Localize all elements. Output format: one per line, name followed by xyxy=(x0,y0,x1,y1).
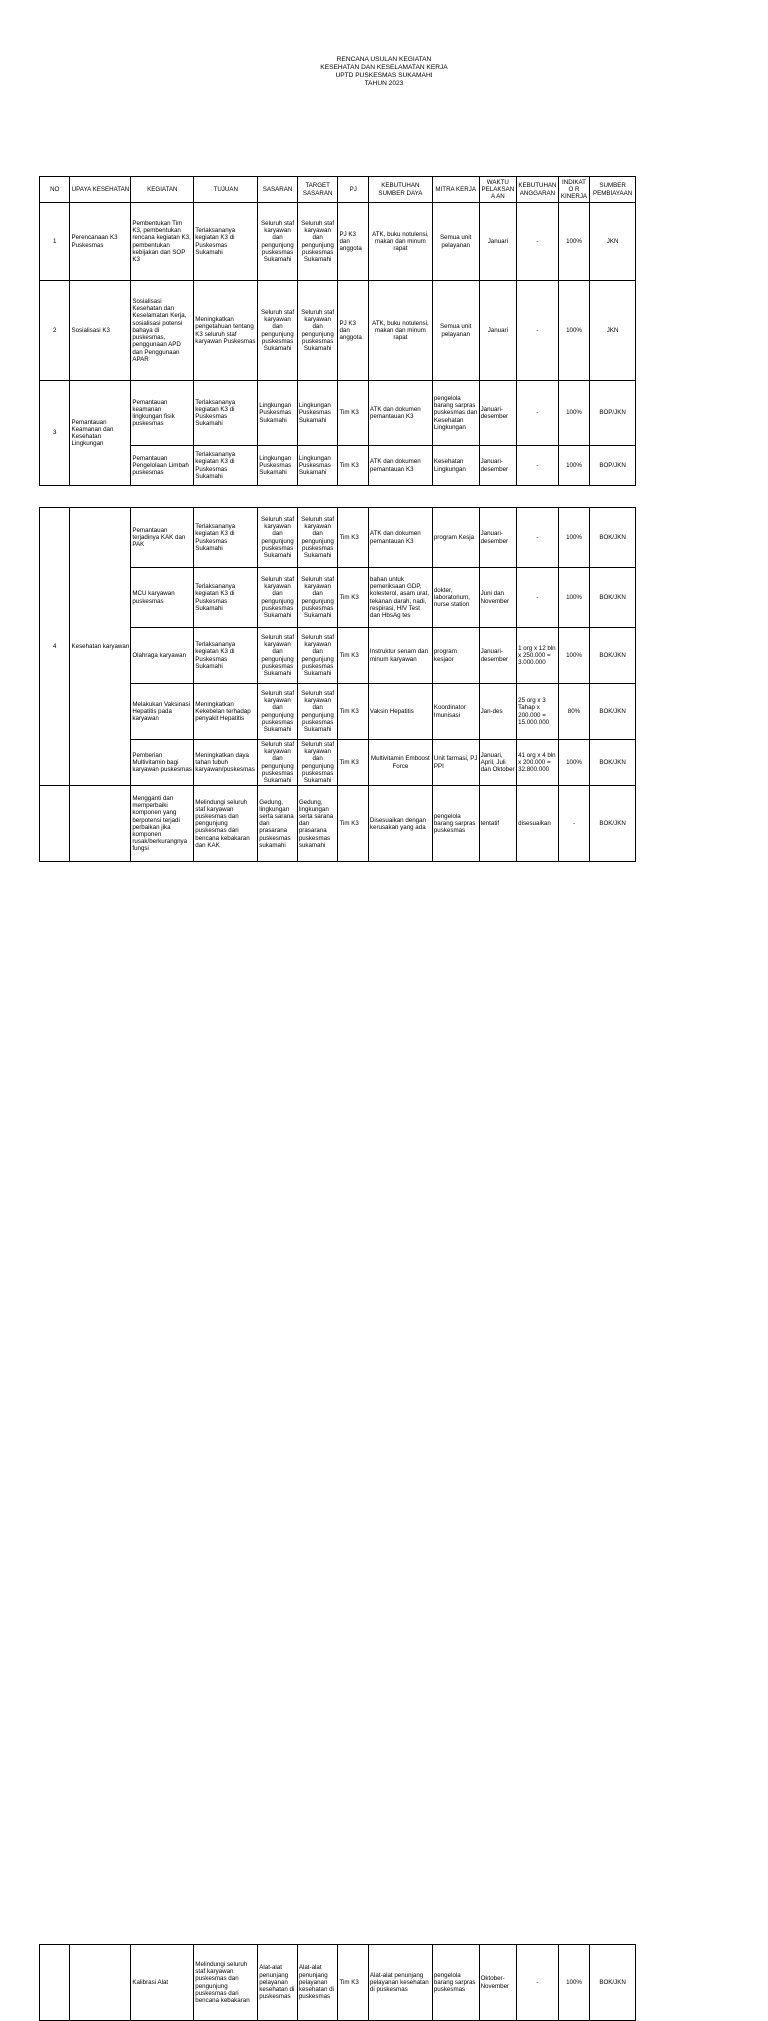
cell-sumber-daya: Alat-alat penunjang pelayanan kesehatan di puskesmas xyxy=(368,1945,432,2021)
cell-pembiayaan: BOK/JKN xyxy=(590,568,636,628)
cell-target: Seluruh staf karyawan dan pengunjung puskesmas Sukamahi xyxy=(297,684,338,740)
cell-sasaran: Gedung, lingkungan serta sarana dan prasarana puskesmas sukamahi xyxy=(258,786,298,862)
cell-tujuan: Melindungi seluruh staf karyawan puskesmas dan pengunjung puskesmas dari bencana kebakaran xyxy=(194,1945,258,2021)
cell-upaya: Perencanaan K3 Puskesmas xyxy=(70,203,131,281)
cell-kegiatan: Pembentukan Tim K3, pembentukan rencana kegiatan K3, pembentukan kebijakan dan SOP K3 xyxy=(131,203,194,281)
cell-target: Seluruh staf karyawan dan pengunjung puskesmas Sukamahi xyxy=(297,568,338,628)
cell-tujuan: Meningkatkan Kekebelan terhadap penyakit Hepatitis xyxy=(194,684,258,740)
cell-sasaran: Seluruh staf karyawan dan pengunjung puskesmas Sukamahi xyxy=(258,281,298,381)
cell-pembiayaan: BOK/JKN xyxy=(590,684,636,740)
cell-waktu: Januari, April, Juli dan Oktober xyxy=(479,740,517,786)
cell-pj: Tim K3 xyxy=(338,740,368,786)
table-row xyxy=(40,786,636,862)
cell-no: 4 xyxy=(40,508,70,786)
table-row xyxy=(40,203,636,281)
cell-sumber-daya: Disesuaikan dengan kerusakan yang ada xyxy=(368,786,432,862)
col-header: UPAYA KESEHATAN xyxy=(70,177,131,203)
cell-kegiatan: MCU karyawan puskesmas xyxy=(131,568,194,628)
cell-no xyxy=(40,1945,70,2021)
cell-mitra: program Kesja xyxy=(432,508,479,568)
cell-target: Seluruh staf karyawan dan pengunjung puskesmas Sukamahi xyxy=(297,203,338,281)
cell-indikator: 100% xyxy=(558,508,589,568)
cell-anggaran: disesuaikan xyxy=(517,786,559,862)
cell-anggaran: - xyxy=(517,281,559,381)
table-section-1 xyxy=(0,88,768,480)
cell-mitra: pengelola barang sarpras puskesmas xyxy=(432,1945,479,2021)
cell-pj: Tim K3 xyxy=(338,446,368,486)
col-header: KEBUTUHAN SUMBER DAYA xyxy=(368,177,432,203)
cell-indikator: 100% xyxy=(558,446,589,486)
cell-kegiatan: Sosialisasi Kesehatan dan Keselamatan Kerja, sosialisasi potensi bahaya di puskesmas, penggunaan APD dan Penggunaan APAR xyxy=(131,281,194,381)
col-header: KEBUTUHAN ANGGARAN xyxy=(517,177,559,203)
cell-pembiayaan: BOP/JKN xyxy=(590,381,636,446)
cell-mitra: pengelola barang sarpras puskesmas xyxy=(432,786,479,862)
header-line: KESEHATAN DAN KESELAMATAN KERJA xyxy=(320,64,448,71)
cell-target: Seluruh staf karyawan dan pengunjung puskesmas Sukamahi xyxy=(297,740,338,786)
cell-indikator: 100% xyxy=(558,628,589,684)
cell-mitra: pengelola barang sarpras puskesmas dan Kesehatan Lingkungan xyxy=(432,381,479,446)
cell-sasaran: Seluruh staf karyawan dan pengunjung puskesmas Sukamahi xyxy=(258,203,298,281)
cell-anggaran: 41 org x 4 bln x 200.000 = 32.800.000 xyxy=(517,740,559,786)
cell-pj: Tim K3 xyxy=(338,628,368,684)
cell-waktu: Januari-desember xyxy=(479,381,517,446)
cell-tujuan: Terlaksananya kegiatan K3 di Puskesmas Sukamahi xyxy=(194,508,258,568)
cell-tujuan: Terlaksananya kegiatan K3 di Puskesmas Sukamahi xyxy=(194,381,258,446)
cell-sasaran: Alat-alat penunjang pelayanan kesehatan di puskesmas xyxy=(258,1945,298,2021)
cell-target: Alat-alat penunjang pelayanan kesehatan di puskesmas xyxy=(297,1945,338,2021)
plan-table-1 xyxy=(39,176,636,486)
cell-kegiatan: Mengganti dan memperbaiki komponen yang berpotensi terjadi perbaikan jika komponen rusak/berkurangnya fungsi xyxy=(131,786,194,862)
cell-pembiayaan: BOK/JKN xyxy=(590,740,636,786)
cell-tujuan: Terlaksananya kegiatan K3 di Puskesmas Sukamahi xyxy=(194,446,258,486)
col-header: SUMBER PEMBIAYAAN xyxy=(590,177,636,203)
cell-tujuan: Terlaksananya kegiatan K3 di Puskesmas Sukamahi xyxy=(194,203,258,281)
table-row xyxy=(40,508,636,568)
col-header: TUJUAN xyxy=(194,177,258,203)
cell-tujuan: Meningkatkan pengetahuan tentang K3 seluruh staf karyawan Puskesmas xyxy=(194,281,258,381)
cell-no: 2 xyxy=(40,281,70,381)
cell-kegiatan: Pemantauan Pengelolaan Limbah puskesmas xyxy=(131,446,194,486)
cell-pj: Tim K3 xyxy=(338,381,368,446)
cell-anggaran: - xyxy=(517,1945,559,2021)
table-section-3 xyxy=(0,972,768,2004)
cell-target: Lingkungan Puskesmas Sukamahi xyxy=(297,381,338,446)
cell-indikator: 100% xyxy=(558,281,589,381)
cell-anggaran: 1 org x 12 bln x 250.000 = 3.000.000 xyxy=(517,628,559,684)
cell-mitra: dokter, laboratorium, nurse station xyxy=(432,568,479,628)
cell-sumber-daya: ATK dan dokumen pemantauan K3 xyxy=(368,381,432,446)
cell-waktu: Januari-desember xyxy=(479,628,517,684)
cell-upaya: Pemantauan Keamanan dan Kesehatan Lingkungan xyxy=(70,381,131,486)
cell-sumber-daya: ATK dan dokumen pemantauan K3 xyxy=(368,508,432,568)
cell-pj: PJ K3 dan anggota xyxy=(338,203,368,281)
cell-sasaran: Seluruh staf karyawan dan pengunjung puskesmas Sukamahi xyxy=(258,508,298,568)
table-row xyxy=(40,1945,636,2021)
cell-anggaran: - xyxy=(517,203,559,281)
col-header: PJ xyxy=(338,177,368,203)
cell-pj: Tim K3 xyxy=(338,1945,368,2021)
cell-pj: Tim K3 xyxy=(338,786,368,862)
cell-pembiayaan: BOK/JKN xyxy=(590,628,636,684)
cell-kegiatan: Pemantauan keamanan lingkungan fisik puskesmas xyxy=(131,381,194,446)
header-line: TAHUN 2023 xyxy=(364,80,404,87)
cell-waktu: Januari xyxy=(479,203,517,281)
cell-waktu: tentatif xyxy=(479,786,517,862)
cell-kegiatan: Pemantauan terjadinya KAK dan PAK xyxy=(131,508,194,568)
header-line: RENCANA USULAN KEGIATAN xyxy=(336,56,432,63)
cell-mitra: program kesjaor xyxy=(432,628,479,684)
cell-tujuan: Melindungi seluruh staf karyawan puskesmas dan pengunjung puskesmas dari bencana kebakaran dan KAK xyxy=(194,786,258,862)
cell-pembiayaan: JKN xyxy=(590,203,636,281)
table-row xyxy=(40,281,636,381)
cell-kegiatan: Kalibrasi Alat xyxy=(131,1945,194,2021)
cell-sumber-daya: Multivitamin Emboost Force xyxy=(368,740,432,786)
cell-no: 3 xyxy=(40,381,70,486)
cell-sasaran: Lingkungan Puskesmas Sukamahi xyxy=(258,381,298,446)
document-header xyxy=(0,56,768,88)
cell-anggaran: - xyxy=(517,568,559,628)
col-header: WAKTU PELAKSANA AN xyxy=(479,177,517,203)
cell-target: Lingkungan Puskesmas Sukamahi xyxy=(297,446,338,486)
plan-table-3 xyxy=(39,1944,636,2021)
table-header-row xyxy=(40,177,636,203)
cell-waktu: Juni dan November xyxy=(479,568,517,628)
cell-anggaran: - xyxy=(517,446,559,486)
cell-tujuan: Terlaksananya kegiatan K3 di Puskesmas Sukamahi xyxy=(194,568,258,628)
cell-no xyxy=(40,786,70,862)
cell-target: Seluruh staf karyawan dan pengunjung puskesmas Sukamahi xyxy=(297,281,338,381)
col-header: NO xyxy=(40,177,70,203)
cell-indikator: 100% xyxy=(558,381,589,446)
cell-sasaran: Seluruh staf karyawan dan pengunjung puskesmas Sukamahi xyxy=(258,740,298,786)
cell-waktu: Januari-desember xyxy=(479,446,517,486)
cell-anggaran: - xyxy=(517,508,559,568)
col-header: SASARAN xyxy=(258,177,298,203)
cell-kegiatan: Olahraga karyawan xyxy=(131,628,194,684)
table-row xyxy=(40,381,636,446)
cell-sumber-daya: bahan untuk pemeriksaan GDP, kolesterol, asam urat, tekanan darah, nadi, respirasi, HIV Test dan HbsAg tes xyxy=(368,568,432,628)
cell-sasaran: Seluruh staf karyawan dan pengunjung puskesmas Sukamahi xyxy=(258,684,298,740)
col-header: KEGIATAN xyxy=(131,177,194,203)
cell-indikator: 100% xyxy=(558,568,589,628)
cell-sumber-daya: ATK, buku notulensi, makan dan minum rapat xyxy=(368,281,432,381)
cell-tujuan: Meningkatkan daya tahan tubuh karyawan/puskesmas xyxy=(194,740,258,786)
cell-upaya xyxy=(70,1945,131,2021)
cell-indikator: - xyxy=(558,786,589,862)
cell-pembiayaan: BOP/JKN xyxy=(590,446,636,486)
cell-no: 1 xyxy=(40,203,70,281)
cell-indikator: 100% xyxy=(558,1945,589,2021)
cell-mitra: Kesehatan Lingkungan xyxy=(432,446,479,486)
cell-mitra: Unit farmasi, PJ PPI xyxy=(432,740,479,786)
cell-sumber-daya: Vaksin Hepatitis xyxy=(368,684,432,740)
cell-mitra: Koordinator Imunisasi xyxy=(432,684,479,740)
cell-waktu: Januari-desember xyxy=(479,508,517,568)
cell-waktu: Jan-des xyxy=(479,684,517,740)
cell-sumber-daya: ATK dan dokumen pemantauan K3 xyxy=(368,446,432,486)
header-line: UPTD PUSKESMAS SUKAMAHI xyxy=(335,72,433,79)
cell-indikator: 100% xyxy=(558,740,589,786)
cell-upaya: Kesehatan karyawan xyxy=(70,508,131,786)
cell-mitra: Semua unit pelayanan xyxy=(432,203,479,281)
cell-target: Seluruh staf karyawan dan pengunjung puskesmas Sukamahi xyxy=(297,508,338,568)
cell-pj: Tim K3 xyxy=(338,568,368,628)
cell-anggaran: 25 org x 3 Tahap x 200.000 = 15.000.000 xyxy=(517,684,559,740)
cell-pj: PJ K3 dan anggota xyxy=(338,281,368,381)
cell-sasaran: Seluruh staf karyawan dan pengunjung puskesmas Sukamahi xyxy=(258,568,298,628)
cell-pembiayaan: BOK/JKN xyxy=(590,786,636,862)
cell-kegiatan: Melakukan Vaksinasi Hepatitis pada karyawan xyxy=(131,684,194,740)
cell-pj: Tim K3 xyxy=(338,684,368,740)
cell-target: Gedung, lingkungan serta sarana dan prasarana puskesmas sukamahi xyxy=(297,786,338,862)
cell-tujuan: Terlaksananya kegiatan K3 di Puskesmas Sukamahi xyxy=(194,628,258,684)
col-header: TARGET SASARAN xyxy=(297,177,338,203)
cell-sumber-daya: ATK, buku notulensi, makan dan minum rapat xyxy=(368,203,432,281)
cell-target: Seluruh staf karyawan dan pengunjung puskesmas Sukamahi xyxy=(297,628,338,684)
cell-upaya xyxy=(70,786,131,862)
cell-kegiatan: Pemberian Multivitamin bagi karyawan puskesmas xyxy=(131,740,194,786)
col-header: INDIKATO R KINERJA xyxy=(558,177,589,203)
cell-sumber-daya: Instruktur senam dan minum karyawan xyxy=(368,628,432,684)
cell-waktu: Januari xyxy=(479,281,517,381)
col-header: MITRA KERJA xyxy=(432,177,479,203)
cell-mitra: Semua unit pelayanan xyxy=(432,281,479,381)
cell-sasaran: Lingkungan Puskesmas Sukamahi xyxy=(258,446,298,486)
cell-pj: Tim K3 xyxy=(338,508,368,568)
cell-pembiayaan: BOK/JKN xyxy=(590,508,636,568)
cell-waktu: Oktober-November xyxy=(479,1945,517,2021)
cell-pembiayaan: JKN xyxy=(590,281,636,381)
cell-sasaran: Seluruh staf karyawan dan pengunjung puskesmas Sukamahi xyxy=(258,628,298,684)
cell-anggaran: - xyxy=(517,381,559,446)
cell-pembiayaan: BOK/JKN xyxy=(590,1945,636,2021)
cell-upaya: Sosialisasi K3 xyxy=(70,281,131,381)
cell-indikator: 80% xyxy=(558,684,589,740)
cell-indikator: 100% xyxy=(558,203,589,281)
plan-table-2 xyxy=(39,507,636,862)
